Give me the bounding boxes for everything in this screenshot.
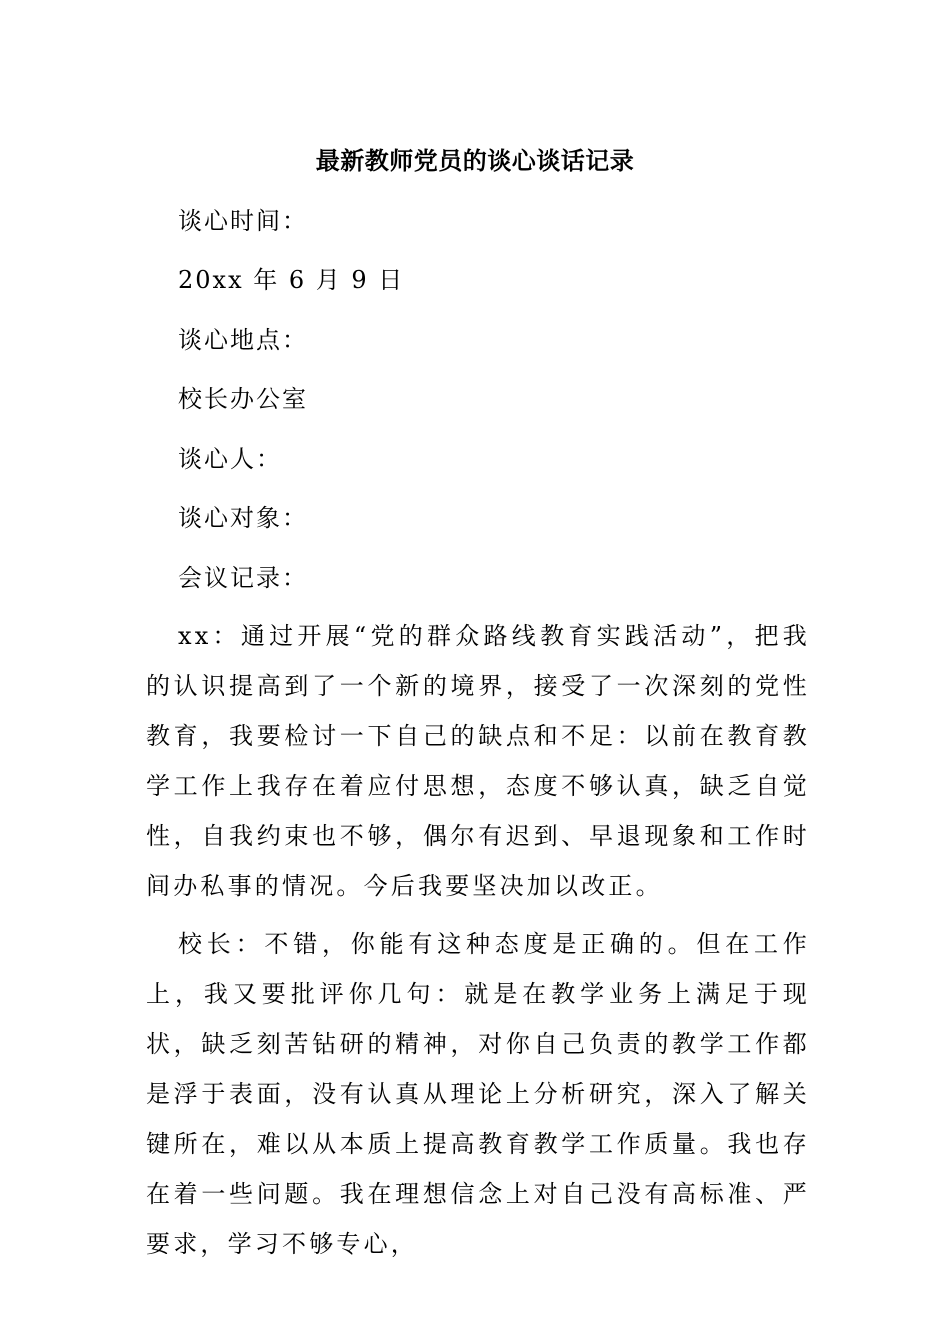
- document-title: 最新教师党员的谈心谈话记录: [315, 146, 635, 175]
- paragraph-teacher-statement: xx：通过开展“党的群众路线教育实践活动”，把我的认识提高到了一个新的境界，接受了一次深刻的党性教育，我要检讨一下自己的缺点和不足：以前在教育教学工作上我存在着应付思想，态度不够认真，缺乏自觉性，自我约束也不够，偶尔有迟到、早退现象和工作时间办私事的情况。今后我要坚决加以改正。: [146, 622, 810, 900]
- field-talk-time-label: 谈心时间：: [178, 207, 308, 235]
- field-talk-target-label: 谈心对象：: [178, 504, 308, 532]
- field-talk-location-label: 谈心地点：: [178, 326, 308, 354]
- paragraph-principal-statement: 校长：不错，你能有这种态度是正确的。但在工作上，我又要批评你几句：就是在教学业务上满足于现状，缺乏刻苦钻研的精神，对你自己负责的教学工作都是浮于表面，没有认真从理论上分析研究，深入了解关键所在，难以从本质上提高教育教学工作质量。我也存在着一些问题。我在理想信念上对自己没有高标准、严要求，学习不够专心，: [146, 930, 810, 1258]
- field-talk-location: 校长办公室: [178, 385, 308, 413]
- field-talk-date: 20xx 年 6 月 9 日: [178, 266, 405, 294]
- field-talker-label: 谈心人：: [178, 445, 282, 473]
- field-meeting-record-label: 会议记录：: [178, 564, 308, 592]
